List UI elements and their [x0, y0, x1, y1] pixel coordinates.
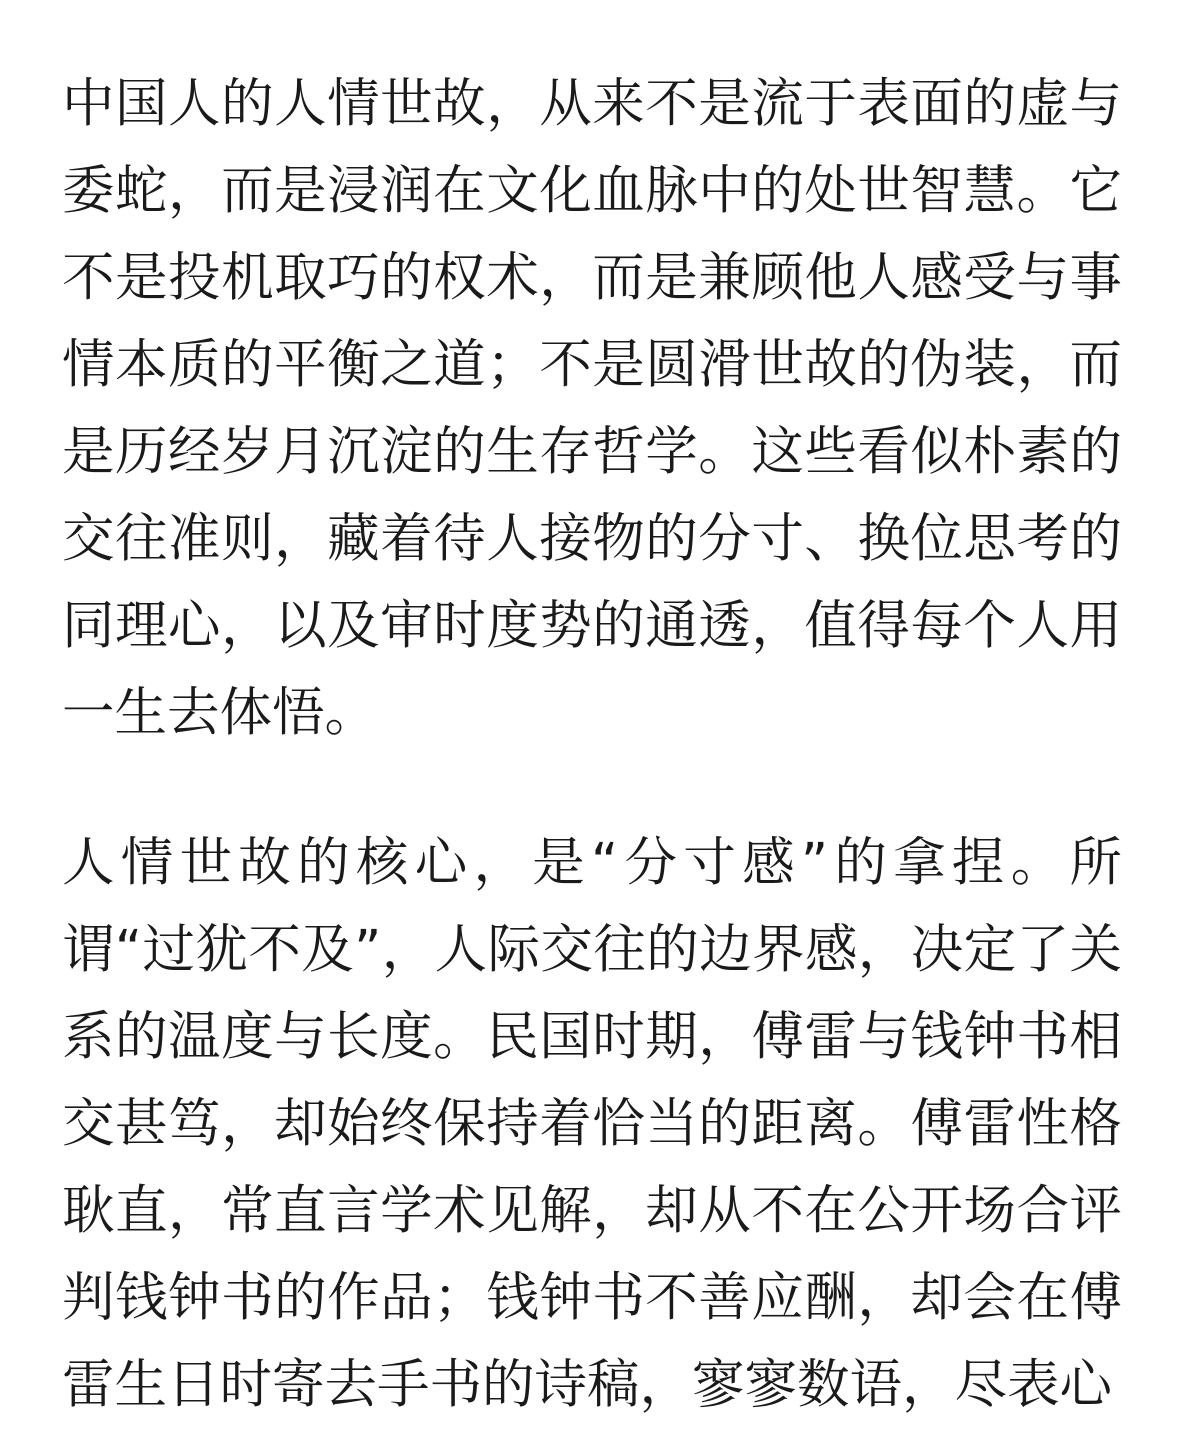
article-body: [62, 60, 1122, 1428]
paragraph-2: 人情世故的核心，是“分寸感”的拿捏。所谓“过犹不及”，人际交往的边界感，决定了关系的温度与长度。民国时期，傅雷与钱钟书相交甚笃，却始终保持着恰当的距离。傅雷性格耿直，常直言学术见解，却从不在公开场合评判钱钟书的作品；钱钟书不善应酬，却会在傅雷生日时寄去手书的诗稿，寥寥数语，尽表心: [62, 832, 1122, 1415]
paragraph-1: 中国人的人情世故，从来不是流于表面的虚与委蛇，而是浸润在文化血脉中的处世智慧。它不是投机取巧的权术，而是兼顾他人感受与事情本质的平衡之道；不是圆滑世故的伪装，而是历经岁月沉淀的生存哲学。这些看似朴素的交往准则，藏着待人接物的分寸、换位思考的同理心，以及审时度势的通透，值得每个人用一生去体悟。: [62, 73, 1122, 743]
